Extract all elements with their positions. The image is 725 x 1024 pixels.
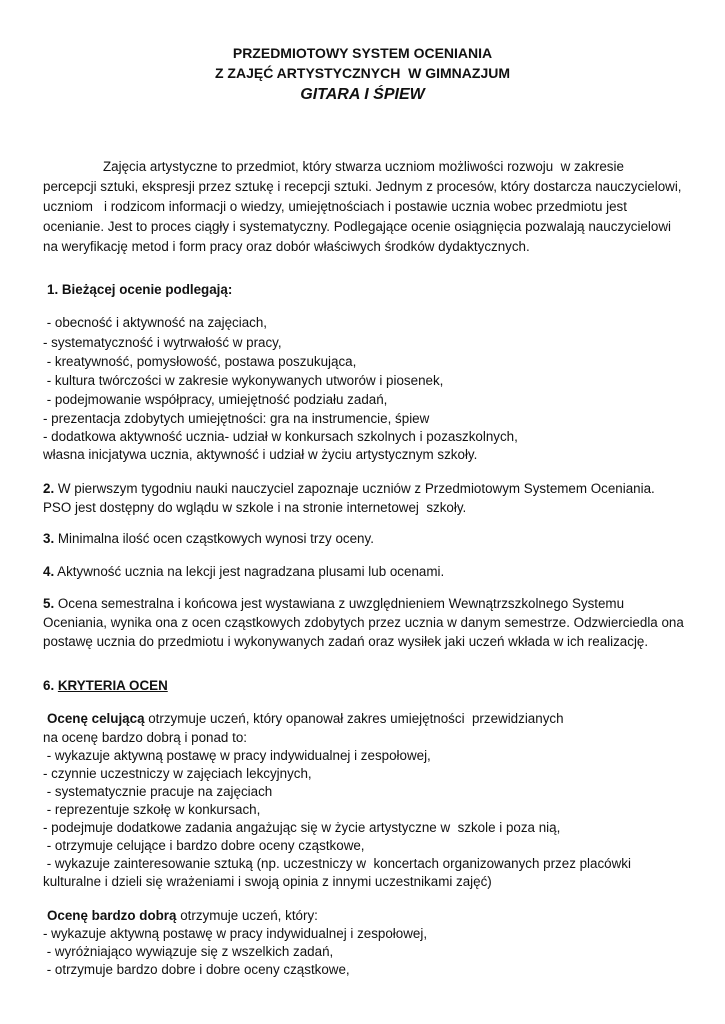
grade-celujaca-line: - wykazuje zainteresowanie sztuką (np. uczestniczy w koncertach organizowanych przez placówki xyxy=(43,856,631,871)
grade-celujaca-label: Ocenę celującą xyxy=(47,711,145,726)
section3-line xyxy=(43,530,374,548)
section5-text: Ocena semestralna i końcowa jest wystawiana z uwzględnieniem Wewnątrzszkolnego Systemu xyxy=(54,596,625,611)
section4-number: 4. xyxy=(43,564,55,579)
section1-heading: 1. Bieżącej ocenie podlegają: xyxy=(47,282,233,297)
section2-number: 2. xyxy=(43,481,55,496)
section1-item: - dodatkowa aktywność ucznia- udział w konkursach szkolnych i pozaszkolnych, xyxy=(43,429,518,444)
doc-title-line2: Z ZAJĘĆ ARTYSTYCZNYCH W GIMNAZJUM xyxy=(214,65,511,81)
section1-item: - kultura twórczości w zakresie wykonywanych utworów i piosenek, xyxy=(43,373,444,388)
section1-item: - kreatywność, pomysłowość, postawa poszukująca, xyxy=(43,354,357,369)
section2-line xyxy=(43,480,655,498)
grade-celujaca-line: - wykazuje aktywną postawę w pracy indywidualnej i zespołowej, xyxy=(43,748,431,763)
grade-celujaca-line: - systematycznie pracuje na zajęciach xyxy=(43,784,273,799)
intro-line: na weryfikację metod i form pracy oraz dobór właściwych środków dydaktycznych. xyxy=(43,239,530,254)
intro-line: ocenianie. Jest to proces ciągły i systematyczny. Podlegające ocenie osiągnięcia pozwalają nauczycielowi xyxy=(43,219,671,234)
section1-item: - obecność i aktywność na zajęciach, xyxy=(43,315,268,330)
grade-celujaca-line: - podejmuje dodatkowe zadania angażując się w życie artystyczne w szkole i poza nią, xyxy=(43,820,561,835)
doc-subtitle: GITARA I ŚPIEW xyxy=(300,86,425,103)
intro-line: percepcji sztuki, ekspresji przez sztukę i recepcji sztuki. Jednym z procesów, który dostarcza nauczycielowi, xyxy=(43,179,682,194)
section3-number: 3. xyxy=(43,531,55,546)
grade-bardzo-dobra-text: otrzymuje uczeń, który: xyxy=(176,908,318,923)
section5-line xyxy=(43,595,624,613)
section5-line: Oceniania, wynika ona z ocen cząstkowych zdobytych przez ucznia w danym semestrze. Odzwierciedla ona xyxy=(43,615,684,630)
grade-bardzo-dobra-label: Ocenę bardzo dobrą xyxy=(47,908,177,923)
section5-line: postawę ucznia do przedmiotu i wykonywanych zadań oraz wysiłek jaki uczeń wkłada w ich realizację. xyxy=(43,634,649,649)
section1-item: - prezentacja zdobytych umiejętności: gra na instrumencie, śpiew xyxy=(43,411,430,426)
grade-bardzo-dobra-line: - wyróżniająco wywiązuje się z wszelkich zadań, xyxy=(43,944,334,959)
section1-item: - podejmowanie współpracy, umiejętność podziału zadań, xyxy=(43,392,388,407)
section4-line xyxy=(43,563,444,581)
section1-item: własna inicjatywa ucznia, aktywność i udział w życiu artystycznym szkoły. xyxy=(43,447,478,462)
section2-line: PSO jest dostępny do wglądu w szkole i na stronie internetowej szkoły. xyxy=(43,500,467,515)
intro-line: uczniom i rodzicom informacji o wiedzy, umiejętnościach i postawie ucznia wobec przedmiotu jest xyxy=(43,199,627,214)
grade-bardzo-dobra-intro xyxy=(47,907,318,925)
grade-celujaca-line: - reprezentuje szkołę w konkursach, xyxy=(43,802,261,817)
doc-title-line1: PRZEDMIOTOWY SYSTEM OCENIANIA xyxy=(232,45,493,61)
section4-text: Aktywność ucznia na lekcji jest nagradzana plusami lub ocenami. xyxy=(54,564,445,579)
section2-text: W pierwszym tygodniu nauki nauczyciel zapoznaje uczniów z Przedmiotowym Systemem Oceniania. xyxy=(54,481,655,496)
grade-bardzo-dobra-line: - otrzymuje bardzo dobre i dobre oceny cząstkowe, xyxy=(43,962,350,977)
section6-title: KRYTERIA OCEN xyxy=(57,678,168,693)
section3-text: Minimalna ilość ocen cząstkowych wynosi trzy oceny. xyxy=(54,531,374,546)
grade-celujaca-line: - otrzymuje celujące i bardzo dobre oceny cząstkowe, xyxy=(43,838,365,853)
grade-celujaca-line: na ocenę bardzo dobrą i ponad to: xyxy=(43,730,247,745)
intro-line: Zajęcia artystyczne to przedmiot, który stwarza uczniom możliwości rozwoju w zakresie xyxy=(103,159,624,174)
grade-celujaca-line: - czynnie uczestniczy w zajęciach lekcyjnych, xyxy=(43,766,312,781)
section6-number: 6. xyxy=(43,678,58,693)
grade-bardzo-dobra-line: - wykazuje aktywną postawę w pracy indywidualnej i zespołowej, xyxy=(43,926,428,941)
grade-celujaca-line: kulturalne i dzieli się wrażeniami i swoją opinia z innymi uczestnikami zajęć) xyxy=(43,874,492,889)
grade-celujaca-text: otrzymuje uczeń, który opanował zakres umiejętności przewidzianych xyxy=(144,711,564,726)
section1-item: - systematyczność i wytrwałość w pracy, xyxy=(43,335,282,350)
section6-heading xyxy=(43,677,168,695)
grade-celujaca-intro xyxy=(47,710,564,728)
section5-number: 5. xyxy=(43,596,55,611)
